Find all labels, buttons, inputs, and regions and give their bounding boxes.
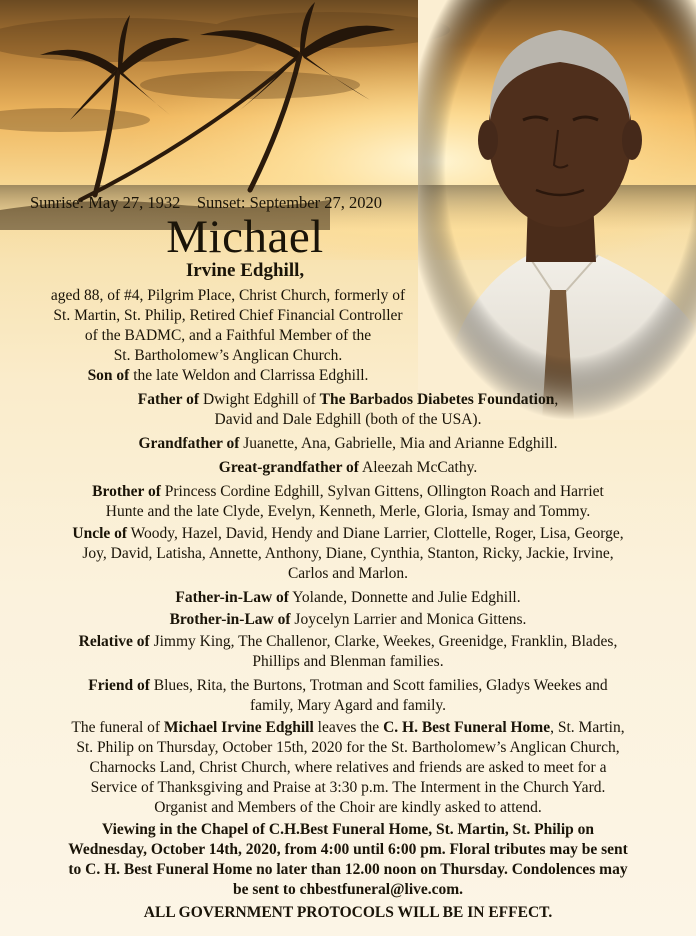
brother-in-law-label: Brother-in-Law of (169, 611, 291, 628)
relative-label: Relative of (78, 633, 150, 650)
bio-line: of the BADMC, and a Faithful Member of the (84, 327, 372, 344)
funeral-line-4: Service of Thanksgiving and Praise at 3:30 p.m. The Interment in the Church Yard. (90, 779, 606, 796)
father-of-line-2: David and Dale Edghill (both of the USA). (214, 411, 482, 428)
sunset-label: Sunset: (196, 193, 246, 212)
friend-of-line (0, 676, 696, 696)
protocols-notice: ALL GOVERNMENT PROTOCOLS WILL BE IN EFFECT. (143, 904, 553, 921)
father-in-law-text: Yolande, Donnette and Julie Edghill. (292, 589, 521, 606)
sunset-date: September 27, 2020 (249, 193, 382, 212)
full-name-heading: Irvine Edghill, (185, 260, 305, 281)
grandfather-of-line (0, 434, 696, 454)
uncle-text: Woody, Hazel, David, Hendy and Diane Larrier, Clottelle, Roger, Lisa, George, (130, 525, 624, 542)
son-label: Son of (87, 367, 130, 384)
sunrise-date: May 27, 1932 (88, 193, 181, 212)
uncle-label: Uncle of (72, 525, 128, 542)
viewing-line-1: Viewing in the Chapel of C.H.Best Funeral Home, St. Martin, St. Philip on (102, 821, 594, 838)
uncle-of-line (0, 524, 696, 544)
father-in-law-line (0, 588, 696, 608)
great-grandfather-label: Great-grandfather of (218, 459, 359, 476)
father-comma: , (554, 391, 559, 408)
brother-of-line-2: Hunte and the late Clyde, Evelyn, Kenneth, Merle, Gloria, Ismay and Tommy. (105, 503, 591, 520)
great-grandfather-of-line (0, 458, 696, 478)
relative-of-line (0, 632, 696, 652)
funeral-line-1 (0, 718, 696, 738)
funeral-mid: leaves the (317, 719, 380, 736)
brother-label: Brother of (92, 483, 161, 500)
brother-in-law-text: Joycelyn Larrier and Monica Gittens. (294, 611, 527, 628)
viewing-line-3: to C. H. Best Funeral Home no later than 12.00 noon on Thursday. Condolences may (68, 861, 628, 878)
grandfather-label: Grandfather of (138, 435, 240, 452)
relative-text: Jimmy King, The Challenor, Clarke, Weekes, Greenidge, Franklin, Blades, (153, 633, 618, 650)
bio-line: aged 88, of #4, Pilgrim Place, Christ Church, formerly of (50, 287, 406, 304)
funeral-home: C. H. Best Funeral Home (383, 719, 551, 736)
viewing-line-2: Wednesday, October 14th, 2020, from 4:00 until 6:00 pm. Floral tributes may be sent (68, 841, 628, 858)
father-org: The Barbados Diabetes Foundation (319, 391, 555, 408)
son-of-line (8, 366, 448, 386)
funeral-line-2: St. Philip on Thursday, October 15th, 2020 for the St. Bartholomew’s Anglican Church, (76, 739, 620, 756)
funeral-pre: The funeral of (71, 719, 161, 736)
funeral-line-3: Charnocks Land, Christ Church, where relatives and friends are asked to meet for a (89, 759, 607, 776)
uncle-of-line-2: Joy, David, Latisha, Annette, Anthony, Diane, Cynthia, Stanton, Ricky, Jackie, Irvine, (82, 545, 614, 562)
father-in-law-label: Father-in-Law of (175, 589, 289, 606)
son-text: the late Weldon and Clarrissa Edghill. (133, 367, 369, 384)
funeral-name: Michael Irvine Edghill (163, 719, 314, 736)
friend-label: Friend of (88, 677, 150, 694)
viewing-line-4: be sent to chbestfuneral@live.com. (232, 881, 464, 898)
great-grandfather-text: Aleezah McCathy. (362, 459, 478, 476)
funeral-line-5: Organist and Members of the Choir are kindly asked to attend. (154, 799, 542, 816)
brother-in-law-line (0, 610, 696, 630)
uncle-of-line-3: Carlos and Marlon. (287, 565, 409, 582)
bio-line: St. Martin, St. Philip, Retired Chief Financial Controller (53, 307, 403, 324)
father-text: Dwight Edghill of (202, 391, 316, 408)
father-of-line (0, 390, 696, 410)
brother-of-line (0, 482, 696, 502)
brother-text: Princess Cordine Edghill, Sylvan Gittens, Ollington Roach and Harriet (164, 483, 604, 500)
friend-text: Blues, Rita, the Burtons, Trotman and Scott families, Gladys Weekes and (153, 677, 608, 694)
relative-of-line-2: Phillips and Blenman families. (252, 653, 444, 670)
grandfather-text: Juanette, Ana, Gabrielle, Mia and Arianne Edghill. (243, 435, 558, 452)
funeral-post: , St. Martin, (550, 719, 625, 736)
bio-line: St. Bartholomew’s Anglican Church. (113, 347, 343, 364)
friend-of-line-2: family, Mary Agard and family. (250, 697, 446, 714)
life-dates (30, 193, 382, 213)
father-label: Father of (137, 391, 200, 408)
sunrise-label: Sunrise: (30, 193, 85, 212)
first-name-heading: Michael (166, 211, 324, 263)
portrait-photo (418, 0, 696, 420)
